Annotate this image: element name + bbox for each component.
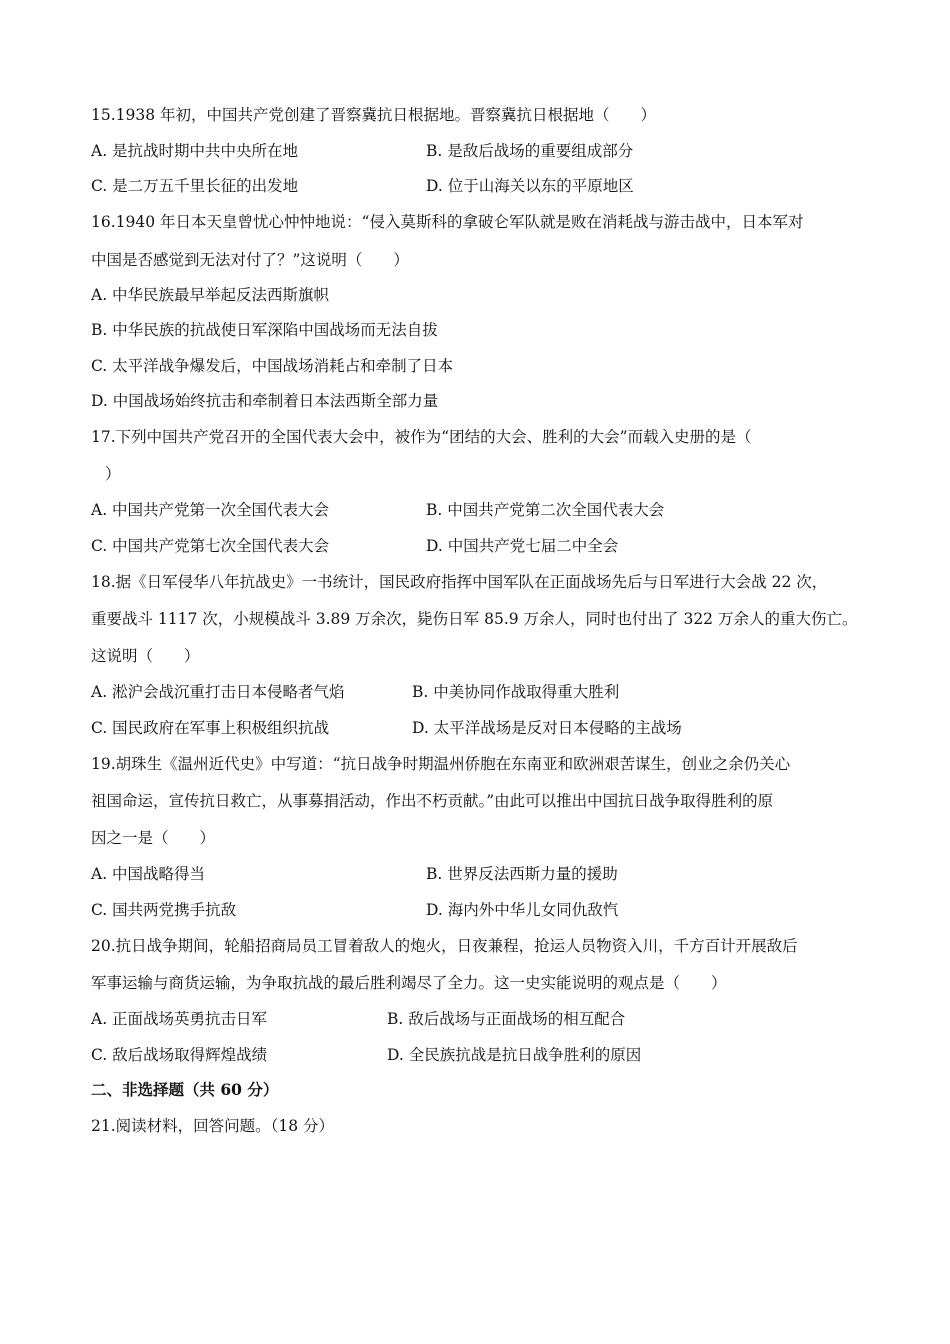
q20-stem-line1: 20.抗日战争期间，轮船招商局员工冒着敌人的炮火，日夜兼程，抢运人员物资入川，千方百计开展敌后 bbox=[91, 937, 798, 955]
q19-option-c: C. 国共两党携手抗敌 bbox=[91, 901, 237, 919]
q18-stem-line3: 这说明（ ） bbox=[91, 647, 200, 665]
q18-option-c: C. 国民政府在军事上积极组织抗战 bbox=[91, 719, 330, 737]
q16-option-c: C. 太平洋战争爆发后，中国战场消耗占和牵制了日本 bbox=[91, 357, 454, 375]
q19-option-b: B. 世界反法西斯力量的援助 bbox=[426, 865, 618, 883]
q15-option-c: C. 是二万五千里长征的出发地 bbox=[91, 177, 299, 195]
q17-option-a: A. 中国共产党第一次全国代表大会 bbox=[91, 501, 330, 519]
q17-stem-line1: 17.下列中国共产党召开的全国代表大会中，被作为“团结的大会、胜利的大会”而载入史册的是（ bbox=[91, 428, 752, 446]
q19-option-a: A. 中国战略得当 bbox=[91, 865, 206, 883]
q18-stem-line1: 18.据《日军侵华八年抗战史》一书统计，国民政府指挥中国军队在正面战场先后与日军进行大会战 22 次， bbox=[91, 573, 828, 591]
q17-option-d: D. 中国共产党七届二中全会 bbox=[426, 537, 619, 555]
q19-stem-line2: 祖国命运，宣传抗日救亡，从事募捐活动，作出不朽贡献。”由此可以推出中国抗日战争取得胜利的原 bbox=[91, 792, 774, 810]
q20-option-c: C. 敌后战场取得辉煌战绩 bbox=[91, 1046, 268, 1064]
q20-option-a: A. 正面战场英勇抗击日军 bbox=[91, 1010, 268, 1028]
q16-option-d: D. 中国战场始终抗击和牵制着日本法西斯全部力量 bbox=[91, 392, 439, 410]
q19-stem-line1: 19.胡珠生《温州近代史》中写道：“抗日战争时期温州侨胞在东南亚和欧洲艰苦谋生，创业之余仍关心 bbox=[91, 755, 791, 773]
q15-stem-line1: 15.1938 年初，中国共产党创建了晋察冀抗日根据地。晋察冀抗日根据地（ ） bbox=[91, 106, 657, 124]
q16-stem-line1: 16.1940 年日本天皇曾忧心忡忡地说：“侵入莫斯科的拿破仑军队就是败在消耗战与游击战中，日本军对 bbox=[91, 213, 804, 231]
q16-option-b: B. 中华民族的抗战使日军深陷中国战场而无法自拔 bbox=[91, 321, 438, 339]
section2-heading: 二、非选择题（共 60 分） bbox=[91, 1080, 279, 1099]
q18-option-d: D. 太平洋战场是反对日本侵略的主战场 bbox=[412, 719, 682, 737]
q18-option-a: A. 淞沪会战沉重打击日本侵略者气焰 bbox=[91, 683, 345, 701]
q17-option-c: C. 中国共产党第七次全国代表大会 bbox=[91, 537, 330, 555]
q15-option-b: B. 是敌后战场的重要组成部分 bbox=[426, 142, 634, 160]
q19-option-d: D. 海内外中华儿女同仇敌忾 bbox=[426, 901, 619, 919]
q19-stem-line3: 因之一是（ ） bbox=[91, 829, 216, 847]
q20-option-d: D. 全民族抗战是抗日战争胜利的原因 bbox=[387, 1046, 642, 1064]
q17-option-b: B. 中国共产党第二次全国代表大会 bbox=[426, 501, 665, 519]
q21-stem: 21.阅读材料，回答问题。（18 分） bbox=[91, 1117, 335, 1135]
q20-option-b: B. 敌后战场与正面战场的相互配合 bbox=[387, 1010, 626, 1028]
q16-option-a: A. 中华民族最早举起反法西斯旗帜 bbox=[91, 286, 330, 304]
q18-stem-line2: 重要战斗 1117 次，小规模战斗 3.89 万余次，毙伤日军 85.9 万余人，同时也付出了 322 万余人的重大伤亡。 bbox=[91, 610, 858, 628]
q17-stem-line2: ） bbox=[105, 465, 121, 483]
q16-stem-line2: 中国是否感觉到无法对付了？”这说明（ ） bbox=[91, 251, 409, 269]
q18-option-b: B. 中美协同作战取得重大胜利 bbox=[412, 683, 620, 701]
q20-stem-line2: 军事运输与商货运输，为争取抗战的最后胜利竭尽了全力。这一史实能说明的观点是（ ） bbox=[91, 974, 727, 992]
q15-option-a: A. 是抗战时期中共中央所在地 bbox=[91, 142, 299, 160]
q15-option-d: D. 位于山海关以东的平原地区 bbox=[426, 177, 634, 195]
